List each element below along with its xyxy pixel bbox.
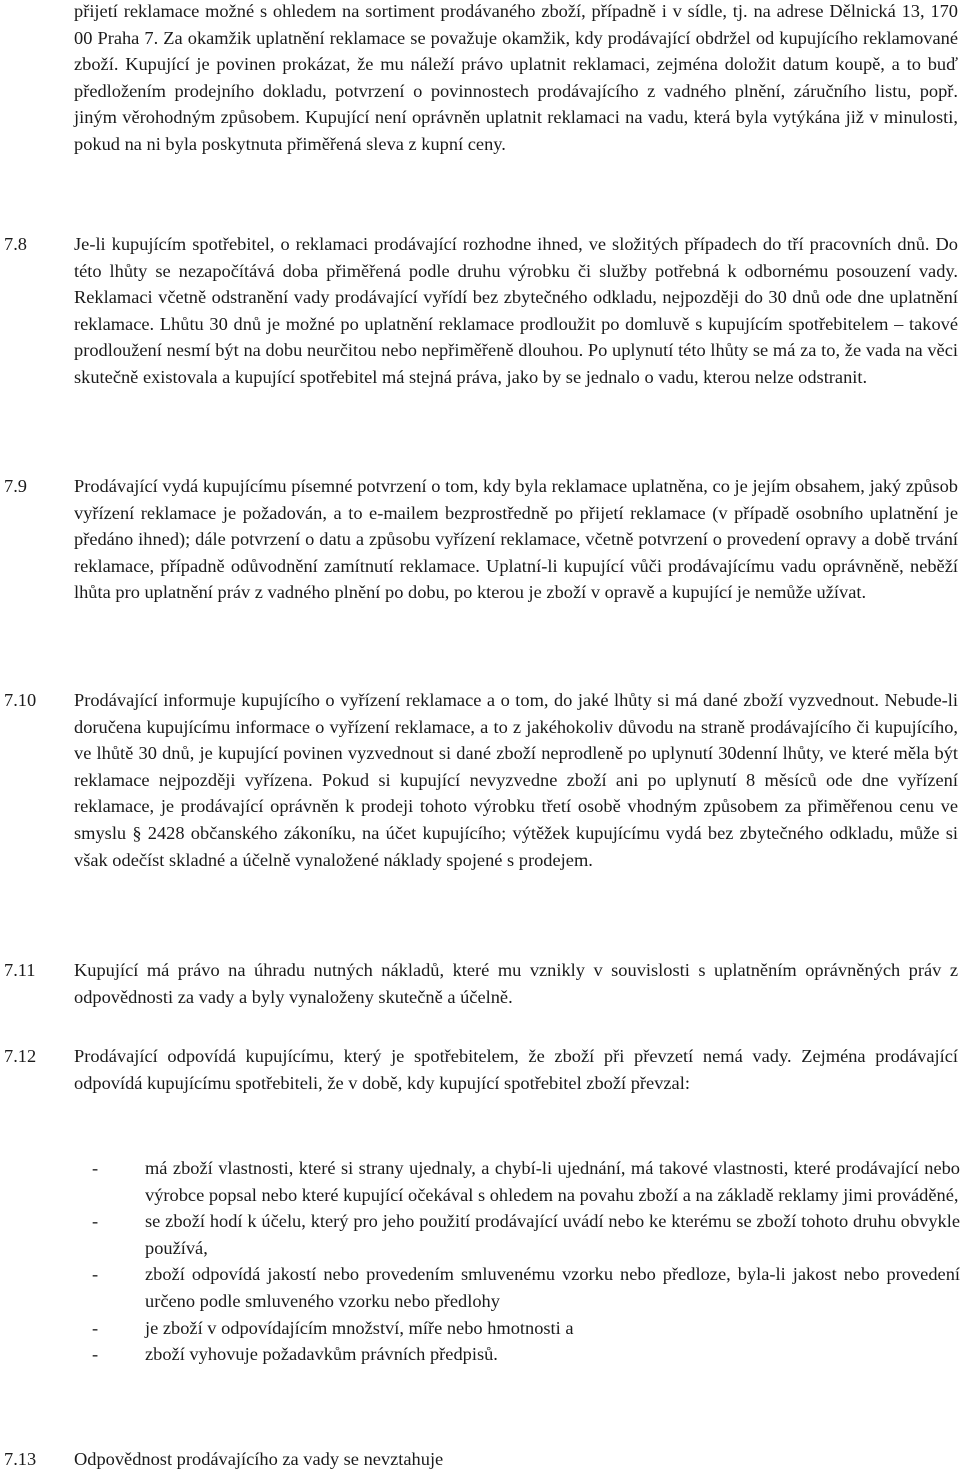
section-text-7-13: Odpovědnost prodávajícího za vady se nevztahuje <box>74 1449 444 1469</box>
list-item-text: zboží vyhovuje požadavkům právních předpisů. <box>145 1344 498 1365</box>
list-bullet: - <box>92 1158 99 1178</box>
list-bullet: - <box>92 1344 99 1365</box>
list-bullet: - <box>92 1317 99 1338</box>
list-item <box>92 1315 960 1342</box>
list-item <box>92 1155 960 1208</box>
list-item <box>92 1341 960 1368</box>
section-number-7-9: 7.9 <box>4 476 27 496</box>
section-number-7-11: 7.11 <box>4 960 36 980</box>
list-bullet: - <box>92 1211 99 1232</box>
list-item <box>92 1261 960 1314</box>
section-text-7-10: Prodávající informuje kupujícího o vyřízení reklamace a o tom, do jaké lhůty si má dané zboží vyzvednout. Nebude-li doručena kupujícímu informace o vyřízení reklamace, a to z jakéhokoliv důvodu na straně prodávajícího či kupujícího, ve lhůtě 30 dnů, je kupující povinen vyzvednout si dané zboží neprodleně po uplynutí 30denní lhůty, ve které měla být reklamace nejpozději vyřízena. Pokud si kupující nevyzvedne zboží ani po uplynutí 8 měsíců ode dne vyřízení reklamace, je prodávající oprávněn k prodeji tohoto výrobku třetí osobě vhodným způsobem za přiměřenou cenu ve smyslu § 2428 občanského zákoníku, na účet kupujícího; výtěžek kupujícímu vydá bez zbytečného odkladu, může si však odečíst skladné a účelně vynaložené náklady spojené s prodejem. <box>74 690 958 870</box>
list-item-text: je zboží v odpovídajícím množství, míře nebo hmotnosti a <box>145 1317 574 1338</box>
list-item-text: zboží odpovídá jakostí nebo provedením smluvenému vzorku nebo předloze, byla-li jakost nebo provedení určeno podle smluveného vzorku nebo předlohy <box>145 1264 960 1311</box>
section-number-7-13: 7.13 <box>4 1449 37 1469</box>
section-text-7-12: Prodávající odpovídá kupujícímu, který je spotřebitelem, že zboží při převzetí nemá vady. Zejména prodávající odpovídá kupujícímu spotřebiteli, že v době, kdy kupující spotřebitel zboží převzal: <box>74 1046 958 1093</box>
intro-paragraph: přijetí reklamace možné s ohledem na sortiment prodávaného zboží, případně i v sídle, tj. na adrese Dělnická 13, 170 00 Praha 7. Za okamžik uplatnění reklamace se považuje okamžik, kdy prodávající obdržel od kupujícího reklamované zboží. Kupující je povinen prokázat, že mu náleží právo uplatnit reklamaci, zejména doložit datum koupě, a to buď předložením prodejního dokladu, potvrzení o povinnostech prodávajícího z vadného plnění, záručního listu, popř. jiným věrohodným způsobem. Kupující není oprávněn uplatnit reklamaci na vadu, která byla vytýkána již v minulosti, pokud na ni byla poskytnuta přiměřená sleva z kupní ceny. <box>74 1 958 154</box>
list-bullet: - <box>92 1264 99 1285</box>
section-text-7-8: Je-li kupujícím spotřebitel, o reklamaci prodávající rozhodne ihned, ve složitých případech do tří pracovních dnů. Do této lhůty se nezapočítává doba přiměřená podle druhu výrobku či služby potřebná k odbornému posouzení vady. Reklamaci včetně odstranění vady prodávající vyřídí bez zbytečného odkladu, nejpozději do 30 dnů ode dne uplatnění reklamace. Lhůtu 30 dnů je možné po uplatnění reklamace prodloužit po domluvě s kupujícím spotřebitelem – takové prodloužení nesmí být na dobu neurčitou nebo nepřiměřeně dlouhou. Po uplynutí této lhůty se má za to, že vada na věci skutečně existovala a kupující spotřebitel má stejná práva, jako by se jednalo o vadu, kterou nelze odstranit. <box>74 234 958 387</box>
section-number-7-12: 7.12 <box>4 1046 37 1066</box>
section-number-7-8: 7.8 <box>4 234 27 254</box>
section-number-7-10: 7.10 <box>4 690 37 710</box>
list-item-text: má zboží vlastnosti, které si strany ujednaly, a chybí-li ujednání, má takové vlastnosti, které prodávající nebo výrobce popsal nebo které kupující očekával s ohledem na povahu zboží a na základě reklamy jimi prováděné, <box>145 1158 960 1205</box>
conformity-list <box>92 1155 960 1368</box>
section-text-7-11: Kupující má právo na úhradu nutných nákladů, které mu vznikly v souvislosti s uplatněním oprávněných práv z odpovědnosti za vady a byly vynaloženy skutečně a účelně. <box>74 960 958 1007</box>
section-text-7-9: Prodávající vydá kupujícímu písemné potvrzení o tom, kdy byla reklamace uplatněna, co je jejím obsahem, jaký způsob vyřízení reklamace je požadován, a to e-mailem bezprostředně po přijetí reklamace (v případě osobního uplatnění je předáno ihned); dále potvrzení o datu a způsobu vyřízení reklamace, včetně potvrzení o provedení opravy a době trvání reklamace, případně odůvodnění zamítnutí reklamace. Uplatní-li kupující vůči prodávajícímu vadu oprávněně, neběží lhůta pro uplatnění práv z vadného plnění po dobu, po kterou je zboží v opravě a kupující je nemůže užívat. <box>74 476 958 603</box>
list-item-text: se zboží hodí k účelu, který pro jeho použití prodávající uvádí nebo ke kterému se zboží tohoto druhu obvykle používá, <box>145 1211 960 1258</box>
list-item <box>92 1208 960 1261</box>
